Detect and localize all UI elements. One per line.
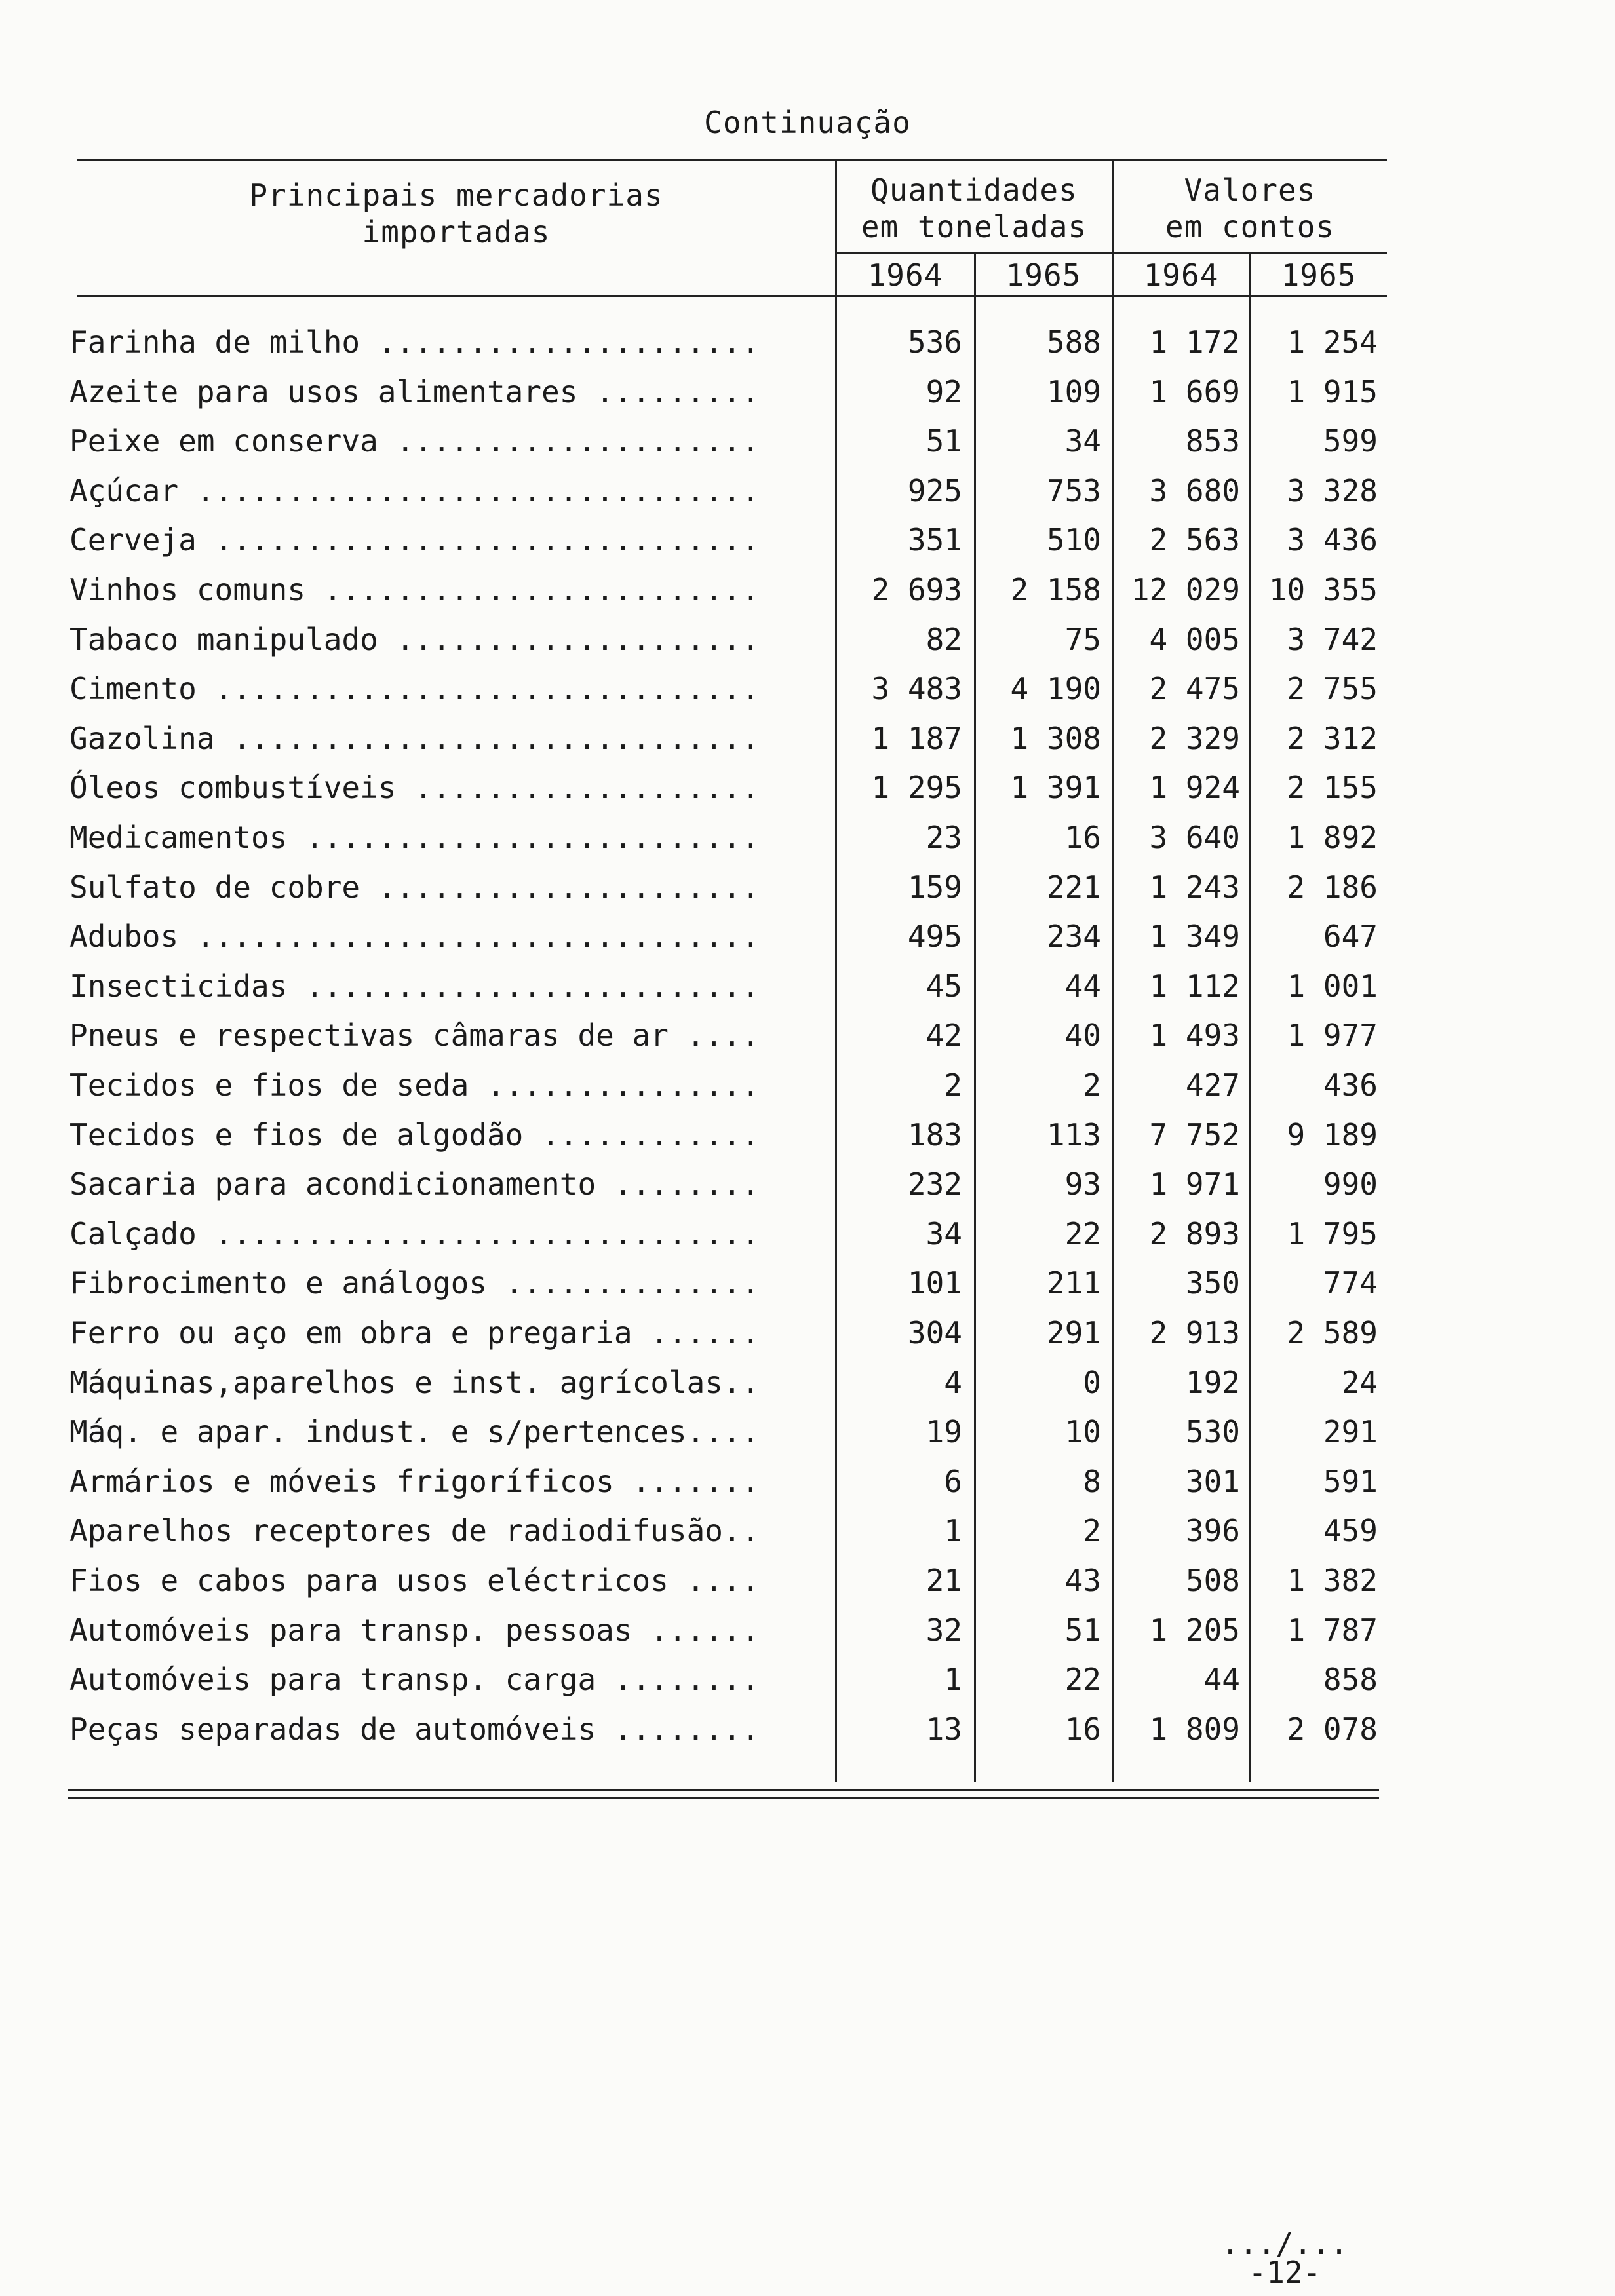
qty-1965-cell: 1 391 — [1010, 770, 1101, 806]
qty-1965-cell: 0 — [1083, 1364, 1101, 1400]
qty-1965-cell: 2 — [1083, 1067, 1101, 1103]
val-1965-cell: 1 382 — [1287, 1563, 1378, 1598]
val-1965-cell: 459 — [1323, 1513, 1378, 1549]
continuation-title: Continuação — [704, 105, 911, 140]
val-1965-cell: 9 189 — [1287, 1117, 1378, 1153]
val-1965-cell: 774 — [1323, 1265, 1378, 1301]
table-row — [0, 1457, 1615, 1506]
val-1964-cell: 192 — [1185, 1364, 1240, 1400]
commodity-label: Automóveis para transp. pessoas ...... — [69, 1612, 760, 1648]
val-1964-cell: 350 — [1185, 1265, 1240, 1301]
commodity-label: Adubos ............................... — [69, 919, 760, 955]
commodity-label: Vinhos comuns ........................ — [69, 572, 760, 607]
commodity-label: Tecidos e fios de seda ............... — [69, 1067, 760, 1103]
qty-1965-cell: 22 — [1064, 1662, 1101, 1698]
commodity-label: Máq. e apar. indust. e s/pertences.... — [69, 1414, 760, 1450]
table-row — [0, 615, 1615, 664]
qty-1964-cell: 925 — [907, 472, 962, 508]
val-1965-cell: 2 078 — [1287, 1711, 1378, 1747]
val-1965-cell: 1 795 — [1287, 1215, 1378, 1252]
qty-1964-cell: 6 — [944, 1463, 962, 1499]
commodity-label: Medicamentos ......................... — [69, 820, 760, 855]
val-1965-cell: 990 — [1323, 1166, 1378, 1202]
commodity-label: Tecidos e fios de algodão ............ — [69, 1117, 760, 1153]
qty-1965-cell: 16 — [1064, 1711, 1101, 1747]
val-1965-cell: 1 915 — [1287, 373, 1378, 410]
qty-1964-cell: 1 295 — [871, 770, 962, 806]
commodity-label: Azeite para usos alimentares ......... — [69, 373, 760, 410]
val-1964-cell: 44 — [1203, 1662, 1240, 1698]
qty-1965-cell: 291 — [1046, 1315, 1101, 1350]
qty-1965-cell: 109 — [1046, 373, 1101, 410]
commodity-label: Ferro ou aço em obra e pregaria ...... — [69, 1315, 760, 1350]
val-1964-cell: 1 172 — [1149, 324, 1240, 360]
commodity-label: Máquinas,aparelhos e inst. agrícolas.. — [69, 1364, 760, 1400]
val-1964-cell: 2 913 — [1149, 1315, 1240, 1350]
commodity-label: Fios e cabos para usos eléctricos .... — [69, 1563, 760, 1598]
qty-1964-cell: 351 — [907, 522, 962, 558]
commodity-label: Automóveis para transp. carga ........ — [69, 1662, 760, 1698]
table-row — [0, 1308, 1615, 1358]
qty-1964-cell: 42 — [925, 1018, 962, 1054]
qty-1964-cell: 304 — [907, 1315, 962, 1350]
val-1964-cell: 530 — [1185, 1414, 1240, 1450]
qty-1964-cell: 21 — [925, 1563, 962, 1598]
val-1964-cell: 1 243 — [1149, 869, 1240, 905]
val-1965-cell: 10 355 — [1268, 572, 1378, 607]
commodity-label: Cerveja .............................. — [69, 522, 760, 558]
val-1965-cell: 858 — [1323, 1662, 1378, 1698]
val-1964-cell: 12 029 — [1131, 572, 1240, 607]
val-1965-cell: 599 — [1323, 423, 1378, 459]
commodity-label: Farinha de milho ..................... — [69, 324, 760, 360]
continuation-marker: .../... — [1221, 2226, 1348, 2261]
val-1965-cell: 1 977 — [1287, 1018, 1378, 1054]
table-row — [0, 1159, 1615, 1209]
qty-1964-cell: 92 — [925, 373, 962, 410]
qty-1964-cell: 1 — [944, 1513, 962, 1549]
qty-1965-cell: 1 308 — [1010, 720, 1101, 756]
val-1964-cell: 3 680 — [1149, 472, 1240, 508]
header-year-val-1964: 1964 — [1143, 258, 1219, 293]
qty-1964-cell: 51 — [925, 423, 962, 459]
table-row — [0, 664, 1615, 714]
val-1964-cell: 1 112 — [1149, 968, 1240, 1004]
page-number: -12- — [1248, 2255, 1321, 2290]
commodity-label: Insecticidas ......................... — [69, 968, 760, 1004]
qty-1964-cell: 2 693 — [871, 572, 962, 607]
val-1965-cell: 1 787 — [1287, 1612, 1378, 1648]
qty-1964-cell: 82 — [925, 621, 962, 657]
header-values-line2: em contos — [1165, 209, 1335, 244]
val-1964-cell: 853 — [1185, 423, 1240, 459]
qty-1964-cell: 4 — [944, 1364, 962, 1400]
qty-1964-cell: 495 — [907, 919, 962, 955]
val-1965-cell: 436 — [1323, 1067, 1378, 1103]
qty-1965-cell: 234 — [1046, 919, 1101, 955]
qty-1965-cell: 75 — [1064, 621, 1101, 657]
commodity-label: Açúcar ............................... — [69, 472, 760, 508]
header-year-val-1965: 1965 — [1281, 258, 1357, 293]
table-row — [0, 1209, 1615, 1259]
val-1965-cell: 2 312 — [1287, 720, 1378, 756]
commodity-label: Calçado .............................. — [69, 1215, 760, 1252]
qty-1964-cell: 32 — [925, 1612, 962, 1648]
val-1964-cell: 7 752 — [1149, 1117, 1240, 1153]
val-1965-cell: 3 436 — [1287, 522, 1378, 558]
qty-1964-cell: 19 — [925, 1414, 962, 1450]
commodity-label: Sacaria para acondicionamento ........ — [69, 1166, 760, 1202]
commodity-label: Pneus e respectivas câmaras de ar .... — [69, 1018, 760, 1054]
commodity-label: Cimento .............................. — [69, 671, 760, 707]
table-bottom-double-rule — [68, 1789, 1379, 1799]
qty-1965-cell: 113 — [1046, 1117, 1101, 1153]
table-row — [0, 714, 1615, 763]
commodity-label: Aparelhos receptores de radiodifusão.. — [69, 1513, 760, 1549]
commodity-label: Fibrocimento e análogos .............. — [69, 1265, 760, 1301]
val-1964-cell: 427 — [1185, 1067, 1240, 1103]
val-1964-cell: 1 493 — [1149, 1018, 1240, 1054]
val-1965-cell: 3 328 — [1287, 472, 1378, 508]
val-1964-cell: 1 205 — [1149, 1612, 1240, 1648]
val-1964-cell: 2 893 — [1149, 1215, 1240, 1252]
qty-1964-cell: 101 — [907, 1265, 962, 1301]
qty-1965-cell: 10 — [1064, 1414, 1101, 1450]
header-quantities-line2: em toneladas — [861, 209, 1087, 244]
table-row — [0, 1110, 1615, 1160]
header-year-qty-1964: 1964 — [867, 258, 943, 293]
table-row — [0, 1258, 1615, 1308]
header-commodities-line2: importadas — [362, 214, 551, 250]
val-1965-cell: 291 — [1323, 1414, 1378, 1450]
table-row — [0, 763, 1615, 813]
header-bottom-rule — [77, 295, 1387, 297]
qty-1964-cell: 34 — [925, 1215, 962, 1252]
qty-1965-cell: 44 — [1064, 968, 1101, 1004]
table-row — [0, 466, 1615, 516]
val-1964-cell: 2 563 — [1149, 522, 1240, 558]
val-1964-cell: 1 971 — [1149, 1166, 1240, 1202]
qty-1964-cell: 232 — [907, 1166, 962, 1202]
qty-1965-cell: 34 — [1064, 423, 1101, 459]
qty-1964-cell: 1 — [944, 1662, 962, 1698]
table-row — [0, 416, 1615, 466]
table-row — [0, 1655, 1615, 1704]
val-1964-cell: 1 809 — [1149, 1711, 1240, 1747]
val-1964-cell: 2 475 — [1149, 671, 1240, 707]
commodity-label: Armários e móveis frigoríficos ....... — [69, 1463, 760, 1499]
commodity-label: Sulfato de cobre ..................... — [69, 869, 760, 905]
commodity-label: Peças separadas de automóveis ........ — [69, 1711, 760, 1747]
table-row — [0, 1605, 1615, 1655]
table-row — [0, 367, 1615, 417]
commodity-label: Óleos combustíveis ................... — [69, 770, 760, 806]
table-row — [0, 1407, 1615, 1457]
table-row — [0, 1358, 1615, 1407]
qty-1965-cell: 40 — [1064, 1018, 1101, 1054]
qty-1964-cell: 159 — [907, 869, 962, 905]
header-commodities — [77, 177, 835, 250]
table-row — [0, 515, 1615, 565]
qty-1965-cell: 8 — [1083, 1463, 1101, 1499]
qty-1965-cell: 588 — [1046, 324, 1101, 360]
table-row — [0, 1704, 1615, 1754]
table-row — [0, 1010, 1615, 1060]
table-top-rule — [77, 159, 1387, 161]
header-quantities — [836, 172, 1112, 245]
table-row — [0, 911, 1615, 961]
val-1965-cell: 2 755 — [1287, 671, 1378, 707]
qty-1964-cell: 3 483 — [871, 671, 962, 707]
header-values-line1: Valores — [1184, 172, 1316, 208]
val-1965-cell: 647 — [1323, 919, 1378, 955]
qty-1965-cell: 211 — [1046, 1265, 1101, 1301]
val-1964-cell: 2 329 — [1149, 720, 1240, 756]
val-1965-cell: 2 186 — [1287, 869, 1378, 905]
qty-1965-cell: 43 — [1064, 1563, 1101, 1598]
qty-1964-cell: 23 — [925, 820, 962, 855]
qty-1965-cell: 22 — [1064, 1215, 1101, 1252]
qty-1965-cell: 51 — [1064, 1612, 1101, 1648]
qty-1965-cell: 510 — [1046, 522, 1101, 558]
val-1965-cell: 24 — [1341, 1364, 1378, 1400]
commodity-label: Gazolina ............................. — [69, 720, 760, 756]
val-1965-cell: 591 — [1323, 1463, 1378, 1499]
qty-1965-cell: 221 — [1046, 869, 1101, 905]
header-quantities-line1: Quantidades — [870, 172, 1078, 208]
commodity-label: Peixe em conserva .................... — [69, 423, 760, 459]
table-row — [0, 1060, 1615, 1110]
val-1965-cell: 2 589 — [1287, 1315, 1378, 1350]
header-year-qty-1965: 1965 — [1005, 258, 1081, 293]
table-row — [0, 565, 1615, 615]
qty-1964-cell: 536 — [907, 324, 962, 360]
commodity-label: Tabaco manipulado .................... — [69, 621, 760, 657]
val-1965-cell: 3 742 — [1287, 621, 1378, 657]
qty-1964-cell: 2 — [944, 1067, 962, 1103]
qty-1964-cell: 13 — [925, 1711, 962, 1747]
table-row — [0, 961, 1615, 1011]
val-1964-cell: 1 669 — [1149, 373, 1240, 410]
header-values — [1113, 172, 1387, 245]
val-1964-cell: 301 — [1185, 1463, 1240, 1499]
qty-1965-cell: 753 — [1046, 472, 1101, 508]
qty-1964-cell: 45 — [925, 968, 962, 1004]
table-row — [0, 813, 1615, 862]
val-1964-cell: 1 349 — [1149, 919, 1240, 955]
qty-1965-cell: 2 — [1083, 1513, 1101, 1549]
val-1964-cell: 508 — [1185, 1563, 1240, 1598]
val-1964-cell: 3 640 — [1149, 820, 1240, 855]
val-1965-cell: 1 892 — [1287, 820, 1378, 855]
table-row — [0, 1556, 1615, 1605]
table-row — [0, 862, 1615, 912]
qty-1965-cell: 2 158 — [1010, 572, 1101, 607]
val-1965-cell: 2 155 — [1287, 770, 1378, 806]
val-1965-cell: 1 001 — [1287, 968, 1378, 1004]
val-1965-cell: 1 254 — [1287, 324, 1378, 360]
val-1964-cell: 1 924 — [1149, 770, 1240, 806]
qty-1965-cell: 16 — [1064, 820, 1101, 855]
header-commodities-line1: Principais mercadorias — [249, 178, 663, 213]
qty-1965-cell: 4 190 — [1010, 671, 1101, 707]
qty-1964-cell: 1 187 — [871, 720, 962, 756]
val-1964-cell: 396 — [1185, 1513, 1240, 1549]
val-1964-cell: 4 005 — [1149, 621, 1240, 657]
table-row — [0, 1506, 1615, 1556]
qty-1965-cell: 93 — [1064, 1166, 1101, 1202]
qty-1964-cell: 183 — [907, 1117, 962, 1153]
table-row — [0, 317, 1615, 367]
